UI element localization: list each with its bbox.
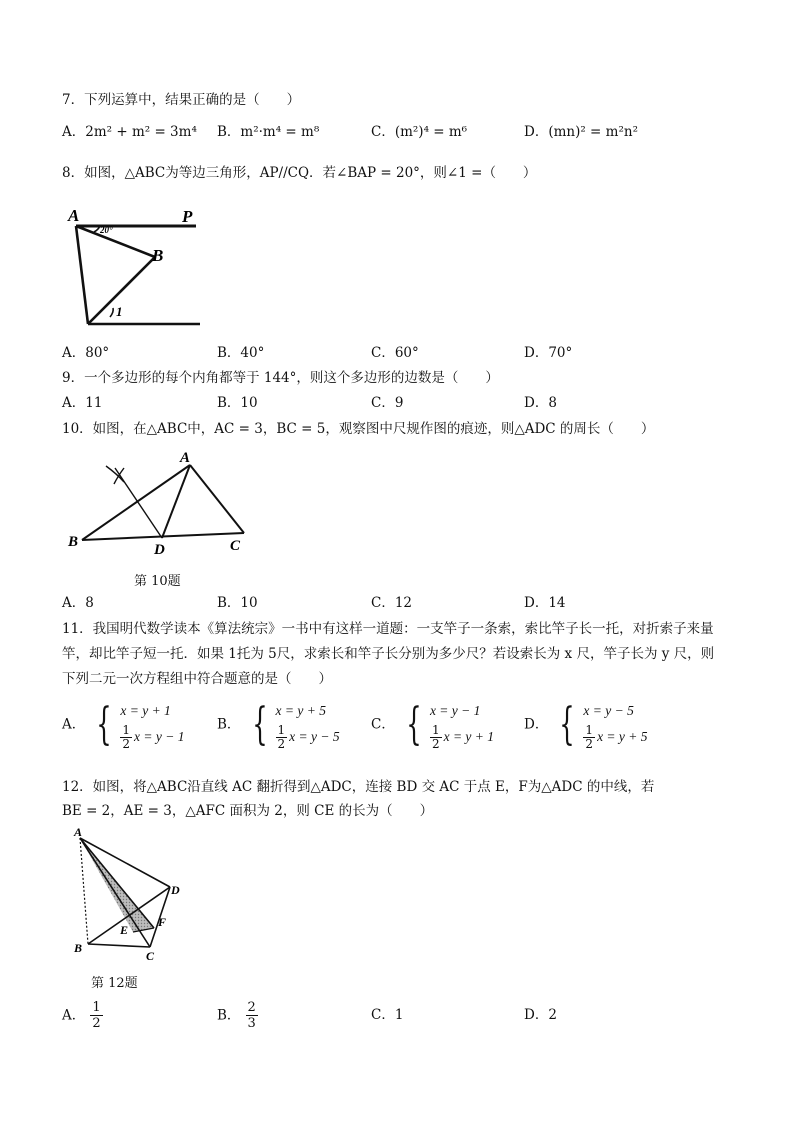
q11-option-a bbox=[62, 698, 184, 751]
side-ac bbox=[190, 465, 244, 533]
q11-c-eq2: x = y + 1 bbox=[443, 729, 495, 744]
q8-option-c: C．60° bbox=[371, 345, 419, 361]
q11-b-frac-num: 1 bbox=[277, 723, 286, 737]
q12-a-num: 1 bbox=[92, 1000, 101, 1015]
q12-label-b: B bbox=[74, 941, 83, 955]
segment-ad bbox=[162, 465, 190, 538]
q11-d-frac-num: 1 bbox=[585, 723, 594, 737]
q11-c-frac-num: 1 bbox=[431, 723, 440, 737]
q11-d-eq1: x = y − 5 bbox=[583, 703, 634, 718]
q7-option-a: A．2m² + m² = 3m⁴ bbox=[62, 124, 197, 140]
q12-option-b bbox=[217, 1000, 260, 1031]
q7-stem: 7．下列运算中，结果正确的是（ ） bbox=[62, 92, 301, 108]
q12-label-c: C bbox=[146, 949, 155, 963]
brace-icon: { bbox=[559, 698, 576, 750]
q11-a-eq1: x = y + 1 bbox=[120, 703, 171, 718]
q11-option-b bbox=[217, 698, 340, 751]
q11-stem-line2: 竿，却比竿子短一托．如果 1托为 5尺，求索长和竿子长分别为多少尺？若设索长为 x 尺，竿子长为 y 尺，则 bbox=[62, 646, 715, 662]
q11-d-eq2: x = y + 5 bbox=[597, 729, 648, 744]
q11-b-eq2: x = y − 5 bbox=[289, 729, 340, 744]
q9-option-c: C．9 bbox=[371, 395, 404, 411]
brace-icon: { bbox=[96, 698, 113, 750]
q8-label-b: B bbox=[152, 246, 164, 265]
q12-label-d: D bbox=[171, 883, 180, 897]
side-bc bbox=[88, 944, 150, 947]
q11-option-c bbox=[371, 698, 494, 751]
q10-label-a: A bbox=[180, 450, 191, 466]
q11-d-frac-den: 2 bbox=[585, 737, 594, 751]
side-ad bbox=[80, 838, 170, 887]
q11-stem-line1: 11．我国明代数学读本《算法统宗》一书中有这样一道题：一支竿子一条索，索比竿子长一托，对折索子来量 bbox=[62, 621, 714, 637]
segment-af bbox=[80, 838, 154, 928]
q12-b-num: 2 bbox=[247, 1000, 256, 1015]
q8-option-d: D．70° bbox=[524, 345, 573, 361]
q10-option-d: D．14 bbox=[524, 595, 566, 611]
brace-icon: { bbox=[251, 698, 268, 750]
q11-option-c-label: C． bbox=[371, 716, 395, 733]
q11-option-b-label: B． bbox=[217, 716, 241, 733]
q11-a-frac-num: 1 bbox=[122, 723, 130, 737]
side-ab bbox=[82, 465, 190, 540]
q12-option-a bbox=[62, 1000, 105, 1031]
q12-caption: 第 12题 bbox=[91, 976, 138, 991]
q9-option-d: D．8 bbox=[524, 395, 557, 411]
side-ac bbox=[76, 226, 88, 324]
q11-c-frac-den: 2 bbox=[431, 737, 440, 751]
q10-label-d: D bbox=[154, 542, 165, 558]
q7-option-d: D．(mn)² = m²n² bbox=[524, 124, 638, 140]
q10-figure bbox=[62, 448, 252, 558]
q8-option-b: B．40° bbox=[217, 345, 265, 361]
q8-label-a: A bbox=[68, 206, 80, 225]
q11-option-d bbox=[524, 698, 648, 751]
q12-option-c: C．1 bbox=[371, 1007, 404, 1023]
side-ab bbox=[76, 226, 155, 257]
q12-option-a-label: A． bbox=[62, 1007, 86, 1024]
q12-stem-line2: BE = 2，AE = 3，△AFC 面积为 2，则 CE 的长为（ ） bbox=[62, 803, 434, 819]
q12-stem-line1: 12．如图，将△ABC沿直线 AC 翻折得到△ADC，连接 BD 交 AC 于点 E，F为△ADC 的中线，若 bbox=[62, 779, 655, 795]
q11-b-frac-den: 2 bbox=[277, 737, 286, 751]
q10-caption: 第 10题 bbox=[134, 574, 181, 589]
q12-label-a: A bbox=[74, 826, 83, 839]
q11-stem-line3: 下列二元一次方程组中符合题意的是（ ） bbox=[62, 671, 332, 687]
q8-label-angle: 20° bbox=[100, 225, 113, 235]
q8-option-a: A．80° bbox=[62, 345, 110, 361]
q12-a-den: 2 bbox=[92, 1016, 101, 1031]
q10-stem: 10．如图，在△ABC中，AC = 3，BC = 5，观察图中尺规作图的痕迹，则△ADC 的周长（ ） bbox=[62, 421, 655, 437]
side-ab bbox=[80, 838, 88, 944]
compass-arc-2 bbox=[114, 468, 124, 484]
q10-option-c: C．12 bbox=[371, 595, 413, 611]
q11-option-a-label: A． bbox=[62, 716, 86, 733]
q7-option-b: B．m²·m⁴ = m⁸ bbox=[217, 124, 320, 140]
q10-option-b: B．10 bbox=[217, 595, 258, 611]
q12-figure bbox=[62, 826, 192, 966]
q12-option-d: D．2 bbox=[524, 1007, 557, 1023]
q10-label-b: B bbox=[68, 534, 79, 550]
q11-c-eq1: x = y − 1 bbox=[429, 703, 481, 718]
q12-option-b-label: B． bbox=[217, 1007, 241, 1024]
angle-arc-1 bbox=[110, 308, 113, 317]
q8-figure bbox=[62, 200, 212, 330]
brace-icon: { bbox=[406, 698, 422, 750]
q8-label-one: 1 bbox=[116, 304, 123, 319]
q9-option-a: A．11 bbox=[62, 395, 103, 411]
q10-label-c: C bbox=[230, 538, 241, 554]
perpendicular-bisector bbox=[115, 468, 162, 538]
q8-label-p: P bbox=[182, 207, 193, 226]
q11-a-frac-den: 2 bbox=[122, 737, 130, 751]
q9-option-b: B．10 bbox=[217, 395, 258, 411]
q8-stem: 8．如图，△ABC为等边三角形，AP//CQ．若∠BAP = 20°，则∠1 =（ ） bbox=[62, 165, 537, 181]
q7-option-c: C．(m²)⁴ = m⁶ bbox=[371, 124, 468, 140]
q11-a-eq2: x = y − 1 bbox=[133, 729, 185, 744]
q10-option-a: A．8 bbox=[62, 595, 94, 611]
q11-b-eq1: x = y + 5 bbox=[275, 703, 326, 718]
q12-label-e: E bbox=[120, 923, 129, 937]
q11-option-d-label: D． bbox=[524, 716, 549, 733]
q9-stem: 9．一个多边形的每个内角都等于 144°，则这个多边形的边数是（ ） bbox=[62, 370, 499, 386]
q12-b-den: 3 bbox=[247, 1016, 256, 1031]
q12-label-f: F bbox=[158, 915, 167, 929]
